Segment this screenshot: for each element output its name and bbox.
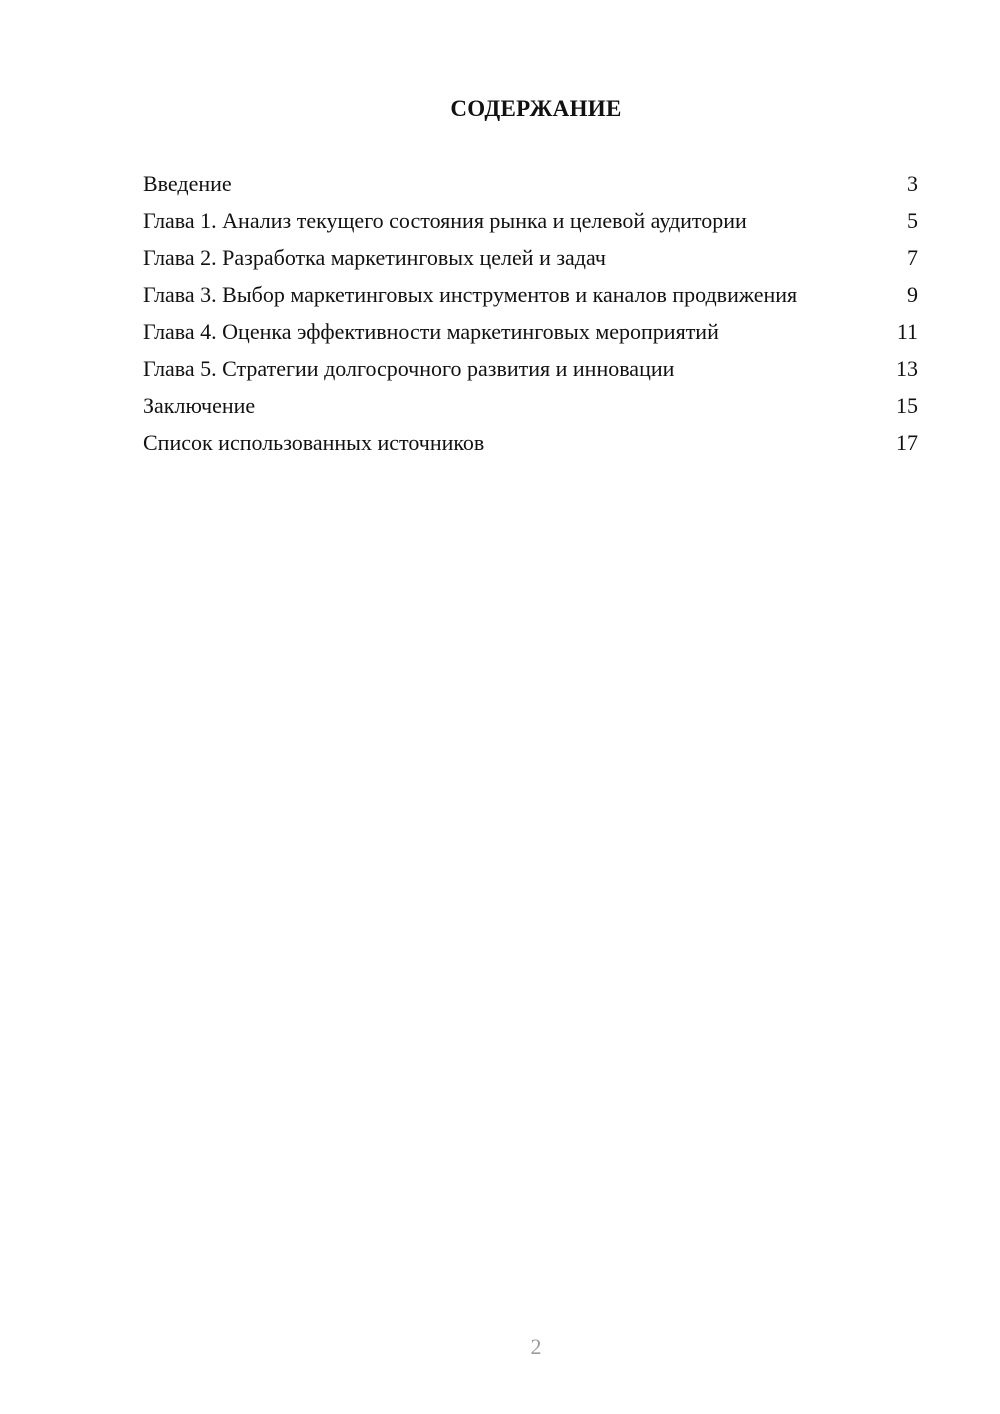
toc-entry-title: Глава 1. Анализ текущего состояния рынка и целевой аудитории bbox=[143, 208, 747, 233]
toc-entry-title: Глава 3. Выбор маркетинговых инструментов и каналов продвижения bbox=[143, 282, 798, 307]
toc-entry-page: 13 bbox=[896, 356, 918, 381]
table-of-contents bbox=[143, 170, 918, 466]
toc-entry-page: 3 bbox=[907, 171, 918, 196]
toc-entry-introduction bbox=[143, 170, 918, 197]
toc-entry-page: 7 bbox=[907, 245, 918, 270]
toc-entry-chapter-4 bbox=[143, 318, 918, 345]
toc-entry-page: 15 bbox=[896, 393, 918, 418]
toc-entry-chapter-2 bbox=[143, 244, 918, 271]
toc-entry-chapter-3 bbox=[143, 281, 918, 308]
toc-entry-chapter-1 bbox=[143, 207, 918, 234]
page-title: СОДЕРЖАНИЕ bbox=[450, 96, 622, 121]
toc-entry-page: 5 bbox=[907, 208, 918, 233]
toc-entry-title: Глава 4. Оценка эффективности маркетинговых мероприятий bbox=[143, 319, 719, 344]
toc-entry-page: 9 bbox=[907, 282, 918, 307]
toc-entry-page: 17 bbox=[896, 430, 918, 455]
toc-entry-conclusion bbox=[143, 392, 918, 419]
toc-entry-chapter-5 bbox=[143, 355, 918, 382]
toc-entry-page: 11 bbox=[896, 319, 918, 344]
toc-entry-title: Список использованных источников bbox=[143, 430, 485, 455]
toc-entry-title: Глава 2. Разработка маркетинговых целей и задач bbox=[143, 245, 606, 270]
toc-entry-references bbox=[143, 429, 918, 456]
toc-entry-title: Заключение bbox=[143, 393, 256, 418]
toc-entry-title: Глава 5. Стратегии долгосрочного развития и инновации bbox=[143, 356, 675, 381]
toc-entry-title: Введение bbox=[143, 171, 232, 196]
page-number: 2 bbox=[530, 1334, 542, 1359]
